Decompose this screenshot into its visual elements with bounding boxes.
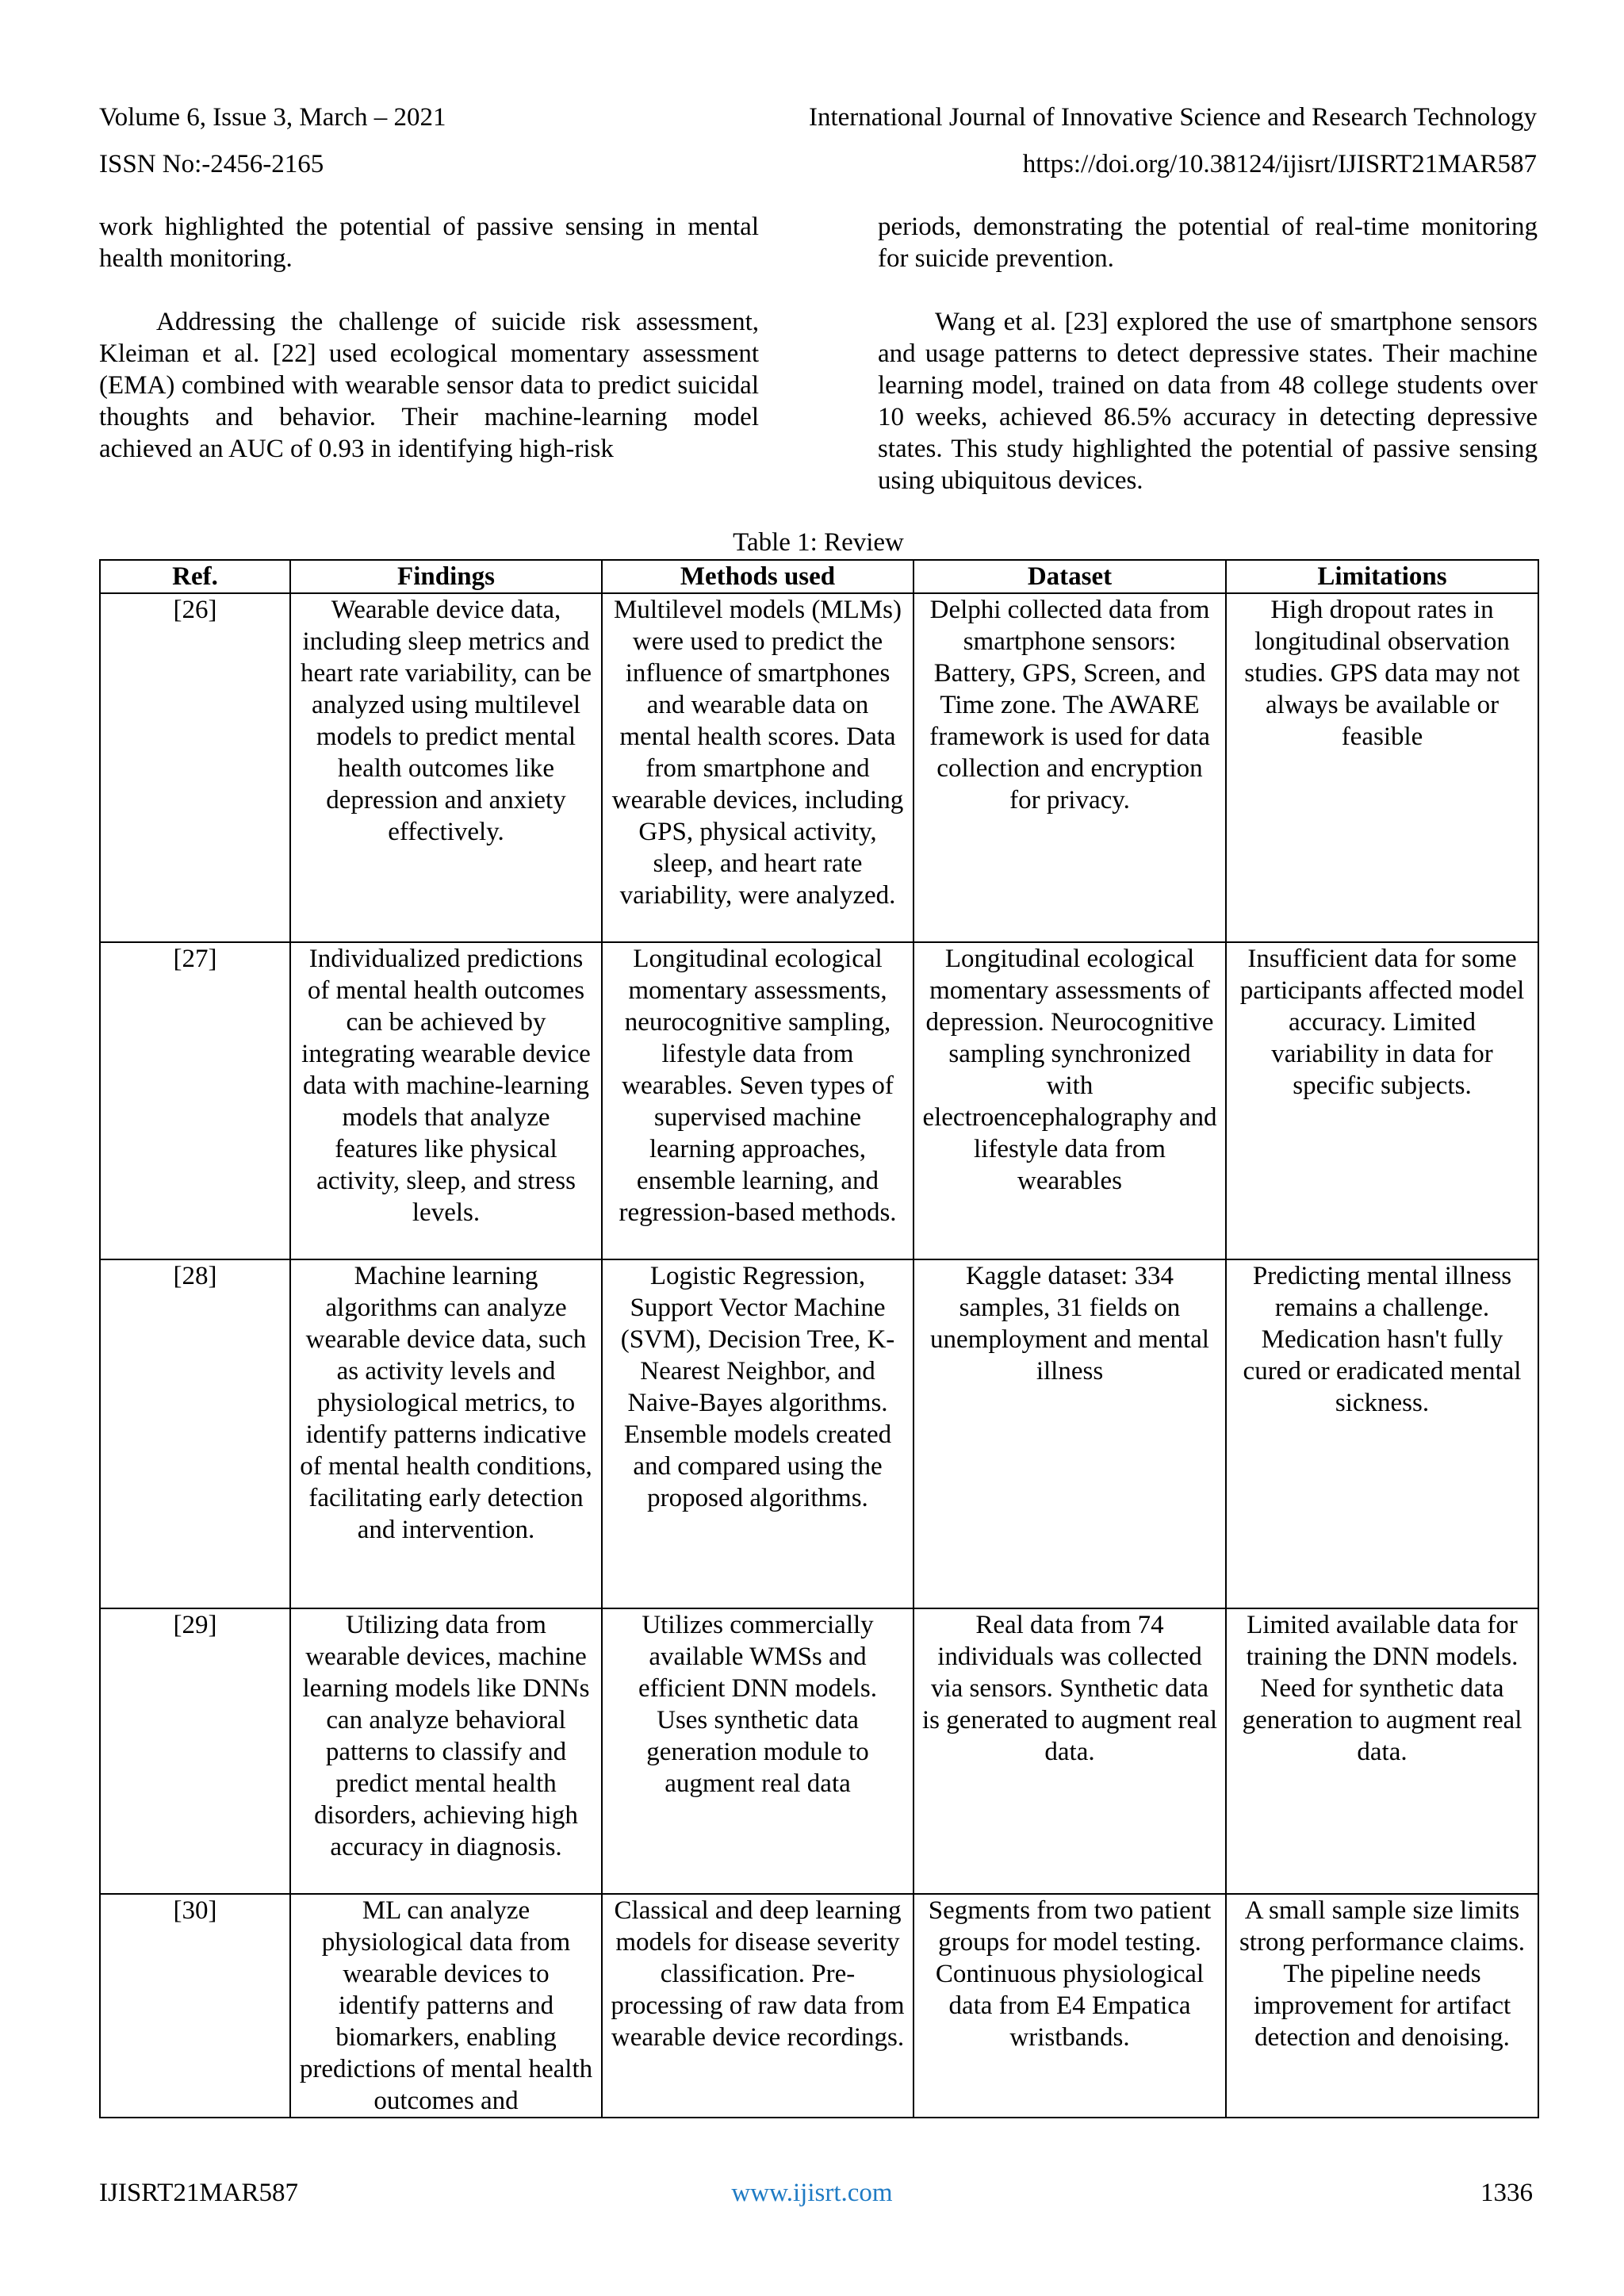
cell-limitations: Predicting mental illness remains a challenge. Medication hasn't fully cured or eradicated mental sickness. <box>1226 1259 1538 1608</box>
header-ref: Ref. <box>100 560 290 593</box>
cell-limitations: High dropout rates in longitudinal observation studies. GPS data may not always be available or feasible <box>1226 593 1538 942</box>
header-limitations: Limitations <box>1226 560 1538 593</box>
left-paragraph-2: Addressing the challenge of suicide risk assessment, Kleiman et al. [22] used ecological momentary assessment (EMA) combined with wearable sensor data to predict suicidal thoughts and behavior. Their machine-learning model achieved an AUC of 0.93 in identifying high-risk <box>99 308 759 463</box>
cell-ref: [27] <box>100 942 290 1259</box>
doi-link[interactable]: https://doi.org/10.38124/ijisrt/IJISRT21MAR587 <box>1022 150 1537 178</box>
cell-dataset: Kaggle dataset: 334 samples, 31 fields on unemployment and mental illness <box>914 1259 1226 1608</box>
cell-ref: [26] <box>100 593 290 942</box>
footer-article-id: IJISRT21MAR587 <box>99 2179 299 2207</box>
right-paragraph-2: Wang et al. [23] explored the use of smartphone sensors and usage patterns to detect depressive states. Their machine learning model, trained on data from 48 college students over 10 weeks, achieved 86.5% accuracy in detecting depressive states. This study highlighted the potential of passive sensing using ubiquitous devices. <box>878 308 1538 495</box>
right-paragraph-1: periods, demonstrating the potential of real-time monitoring for suicide prevention. <box>878 213 1538 273</box>
cell-limitations: Insufficient data for some participants affected model accuracy. Limited variability in data for specific subjects. <box>1226 942 1538 1259</box>
cell-ref: [28] <box>100 1259 290 1608</box>
table-caption: Table 1: Review <box>733 528 904 557</box>
left-column <box>99 211 759 496</box>
issn: ISSN No:-2456-2165 <box>99 150 324 178</box>
cell-ref: [30] <box>100 1894 290 2118</box>
page-number: 1336 <box>1480 2179 1533 2207</box>
table-row <box>100 1608 1538 1894</box>
cell-dataset: Longitudinal ecological momentary assessments of depression. Neurocognitive sampling synchronized with electroencephalography and lifestyle data from wearables <box>914 942 1226 1259</box>
cell-methods: Logistic Regression, Support Vector Machine (SVM), Decision Tree, K-Nearest Neighbor, and Naive-Bayes algorithms. Ensemble models created and compared using the proposed algorithms. <box>602 1259 914 1608</box>
table-header-row <box>100 560 1538 593</box>
cell-methods: Longitudinal ecological momentary assessments, neurocognitive sampling, lifestyle data from wearables. Seven types of supervised machine learning approaches, ensemble learning, and regression-based methods. <box>602 942 914 1259</box>
left-paragraph-1: work highlighted the potential of passive sensing in mental health monitoring. <box>99 213 759 273</box>
table-row <box>100 942 1538 1259</box>
cell-ref: [29] <box>100 1608 290 1894</box>
table-row <box>100 1259 1538 1608</box>
cell-methods: Utilizes commercially available WMSs and efficient DNN models. Uses synthetic data generation module to augment real data <box>602 1608 914 1894</box>
cell-dataset: Delphi collected data from smartphone sensors: Battery, GPS, Screen, and Time zone. The AWARE framework is used for data collection and encryption for privacy. <box>914 593 1226 942</box>
cell-findings: Machine learning algorithms can analyze wearable device data, such as activity levels and physiological metrics, to identify patterns indicative of mental health conditions, facilitating early detection and intervention. <box>290 1259 602 1608</box>
right-column <box>878 211 1538 528</box>
volume-info: Volume 6, Issue 3, March – 2021 <box>99 103 446 132</box>
header-methods: Methods used <box>602 560 914 593</box>
cell-limitations: Limited available data for training the DNN models. Need for synthetic data generation to augment real data. <box>1226 1608 1538 1894</box>
review-table <box>99 559 1539 2118</box>
cell-findings: ML can analyze physiological data from wearable devices to identify patterns and biomarkers, enabling predictions of mental health outcomes and <box>290 1894 602 2118</box>
header-dataset: Dataset <box>914 560 1226 593</box>
cell-findings: Wearable device data, including sleep metrics and heart rate variability, can be analyzed using multilevel models to predict mental health outcomes like depression and anxiety effectively. <box>290 593 602 942</box>
cell-methods: Multilevel models (MLMs) were used to predict the influence of smartphones and wearable data on mental health scores. Data from smartphone and wearable devices, including GPS, physical activity, sleep, and heart rate variability, were analyzed. <box>602 593 914 942</box>
cell-dataset: Segments from two patient groups for model testing. Continuous physiological data from E4 Empatica wristbands. <box>914 1894 1226 2118</box>
cell-findings: Individualized predictions of mental health outcomes can be achieved by integrating wearable device data with machine-learning models that analyze features like physical activity, sleep, and stress levels. <box>290 942 602 1259</box>
table-row <box>100 1894 1538 2118</box>
cell-dataset: Real data from 74 individuals was collected via sensors. Synthetic data is generated to augment real data. <box>914 1608 1226 1894</box>
table-row <box>100 593 1538 942</box>
footer-website-link[interactable]: www.ijisrt.com <box>731 2179 893 2207</box>
cell-methods: Classical and deep learning models for disease severity classification. Pre-processing of raw data from wearable device recordings. <box>602 1894 914 2118</box>
cell-limitations: A small sample size limits strong performance claims. The pipeline needs improvement for artifact detection and denoising. <box>1226 1894 1538 2118</box>
journal-title: International Journal of Innovative Science and Research Technology <box>808 103 1537 132</box>
header-findings: Findings <box>290 560 602 593</box>
cell-findings: Utilizing data from wearable devices, machine learning models like DNNs can analyze behavioral patterns to classify and predict mental health disorders, achieving high accuracy in diagnosis. <box>290 1608 602 1894</box>
